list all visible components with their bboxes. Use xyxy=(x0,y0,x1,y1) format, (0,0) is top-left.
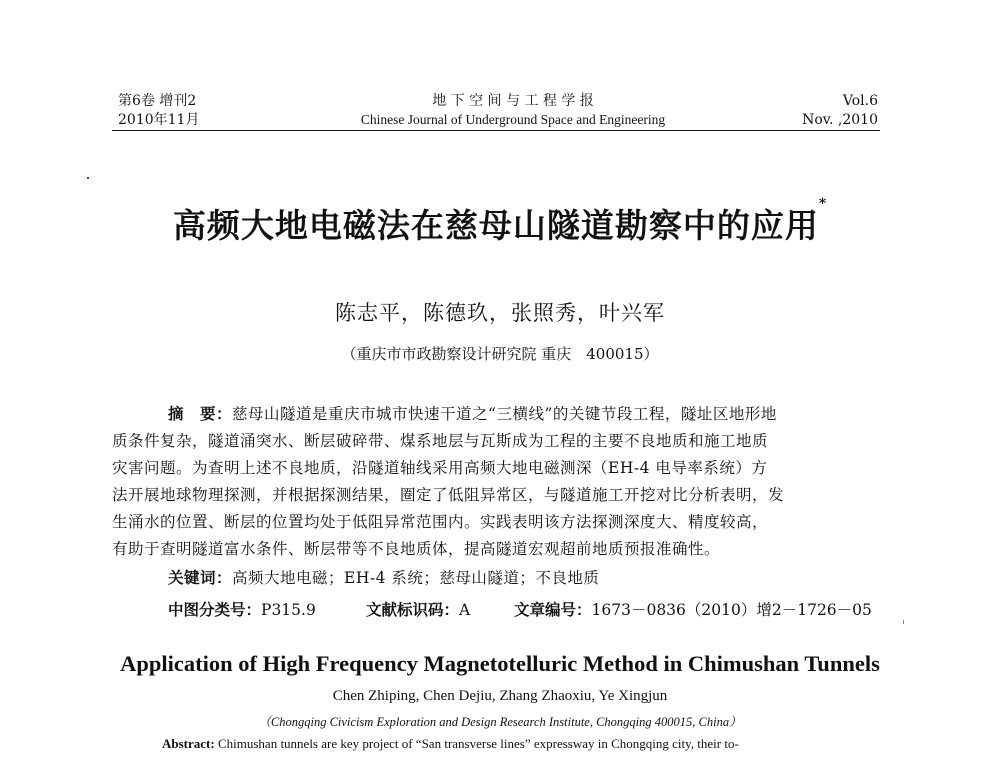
abstract-line-1 xyxy=(168,402,777,424)
header-date-en: Nov. ,2010 xyxy=(802,112,878,128)
clc-label: 中图分类号： xyxy=(168,600,262,619)
abstract-label: 摘 要： xyxy=(168,404,233,423)
clc-value: P315.9 xyxy=(261,601,316,619)
keywords-label: 关键词： xyxy=(168,568,233,587)
header-rule xyxy=(112,130,880,131)
doc-label: 文献标识码： xyxy=(366,600,460,619)
affiliation: （重庆市市政勘察设计研究院 重庆 400015） xyxy=(341,345,659,363)
speck-right xyxy=(903,620,904,624)
english-authors: Chen Zhiping, Chen Dejiu, Zhang Zhaoxiu, Ye Xingjun xyxy=(332,688,668,704)
paper-title xyxy=(0,196,1000,247)
abstract-line-4: 法开展地球物理探测，并根据探测结果，圈定了低阻异常区，与隧道施工开挖对比分析表明，发 xyxy=(112,486,785,504)
english-affiliation: （Chongqing Civicism Exploration and Design Research Institute, Chongqing 400015, China） xyxy=(258,715,742,729)
article-value: 1673－0836（2010）增2－1726－05 xyxy=(591,601,872,619)
journal-title-cn: 地 下 空 间 与 工 程 学 报 xyxy=(432,93,594,109)
abstract-line-2: 质条件复杂，隧道涌突水、断层破碎带、煤系地层与瓦斯成为工程的主要不良地质和施工地质 xyxy=(112,432,769,450)
keywords xyxy=(168,566,599,588)
abstract-line-3: 灾害问题。为查明上述不良地质，沿隧道轴线采用高频大地电磁测深（EH-4 电导率系统）方 xyxy=(112,459,768,477)
english-title: Application of High Frequency Magnetotelluric Method in Chimushan Tunnels xyxy=(120,651,880,676)
keywords-value: 高频大地电磁；EH-4 系统；慈母山隧道；不良地质 xyxy=(232,569,600,587)
authors: 陈志平，陈德玖，张照秀，叶兴军 xyxy=(335,301,665,325)
abstract-line-6: 有助于查明隧道富水条件、断层带等不良地质体，提高隧道宏观超前地质预报准确性。 xyxy=(112,540,721,558)
abstract-text-1: 慈母山隧道是重庆市城市快速干道之“三横线”的关键节段工程，隧址区地形地 xyxy=(232,405,777,423)
english-abstract-label: Abstract: xyxy=(162,736,215,751)
article-label: 文章编号： xyxy=(514,600,592,619)
speck xyxy=(87,177,89,179)
header-issue: 第6卷 增刊2 xyxy=(118,93,197,109)
clc-number xyxy=(168,598,316,620)
title-footnote-mark: * xyxy=(818,196,828,212)
english-abstract xyxy=(162,736,739,752)
doc-value: A xyxy=(459,601,471,619)
article-number xyxy=(514,598,872,620)
header-date: 2010年11月 xyxy=(118,112,200,128)
abstract-line-5: 生涌水的位置、断层的位置均处于低阻异常范围内。实践表明该方法探测深度大、精度较高， xyxy=(112,513,769,531)
header-volume: Vol.6 xyxy=(842,93,878,109)
document-code xyxy=(366,598,470,620)
paper-title-text: 高频大地电磁法在慈母山隧道勘察中的应用 xyxy=(172,206,819,245)
english-abstract-text: Chimushan tunnels are key project of “San transverse lines” expressway in Chongqing city, their to- xyxy=(217,736,739,751)
journal-title-en: Chinese Journal of Underground Space and Engineering xyxy=(360,112,666,127)
